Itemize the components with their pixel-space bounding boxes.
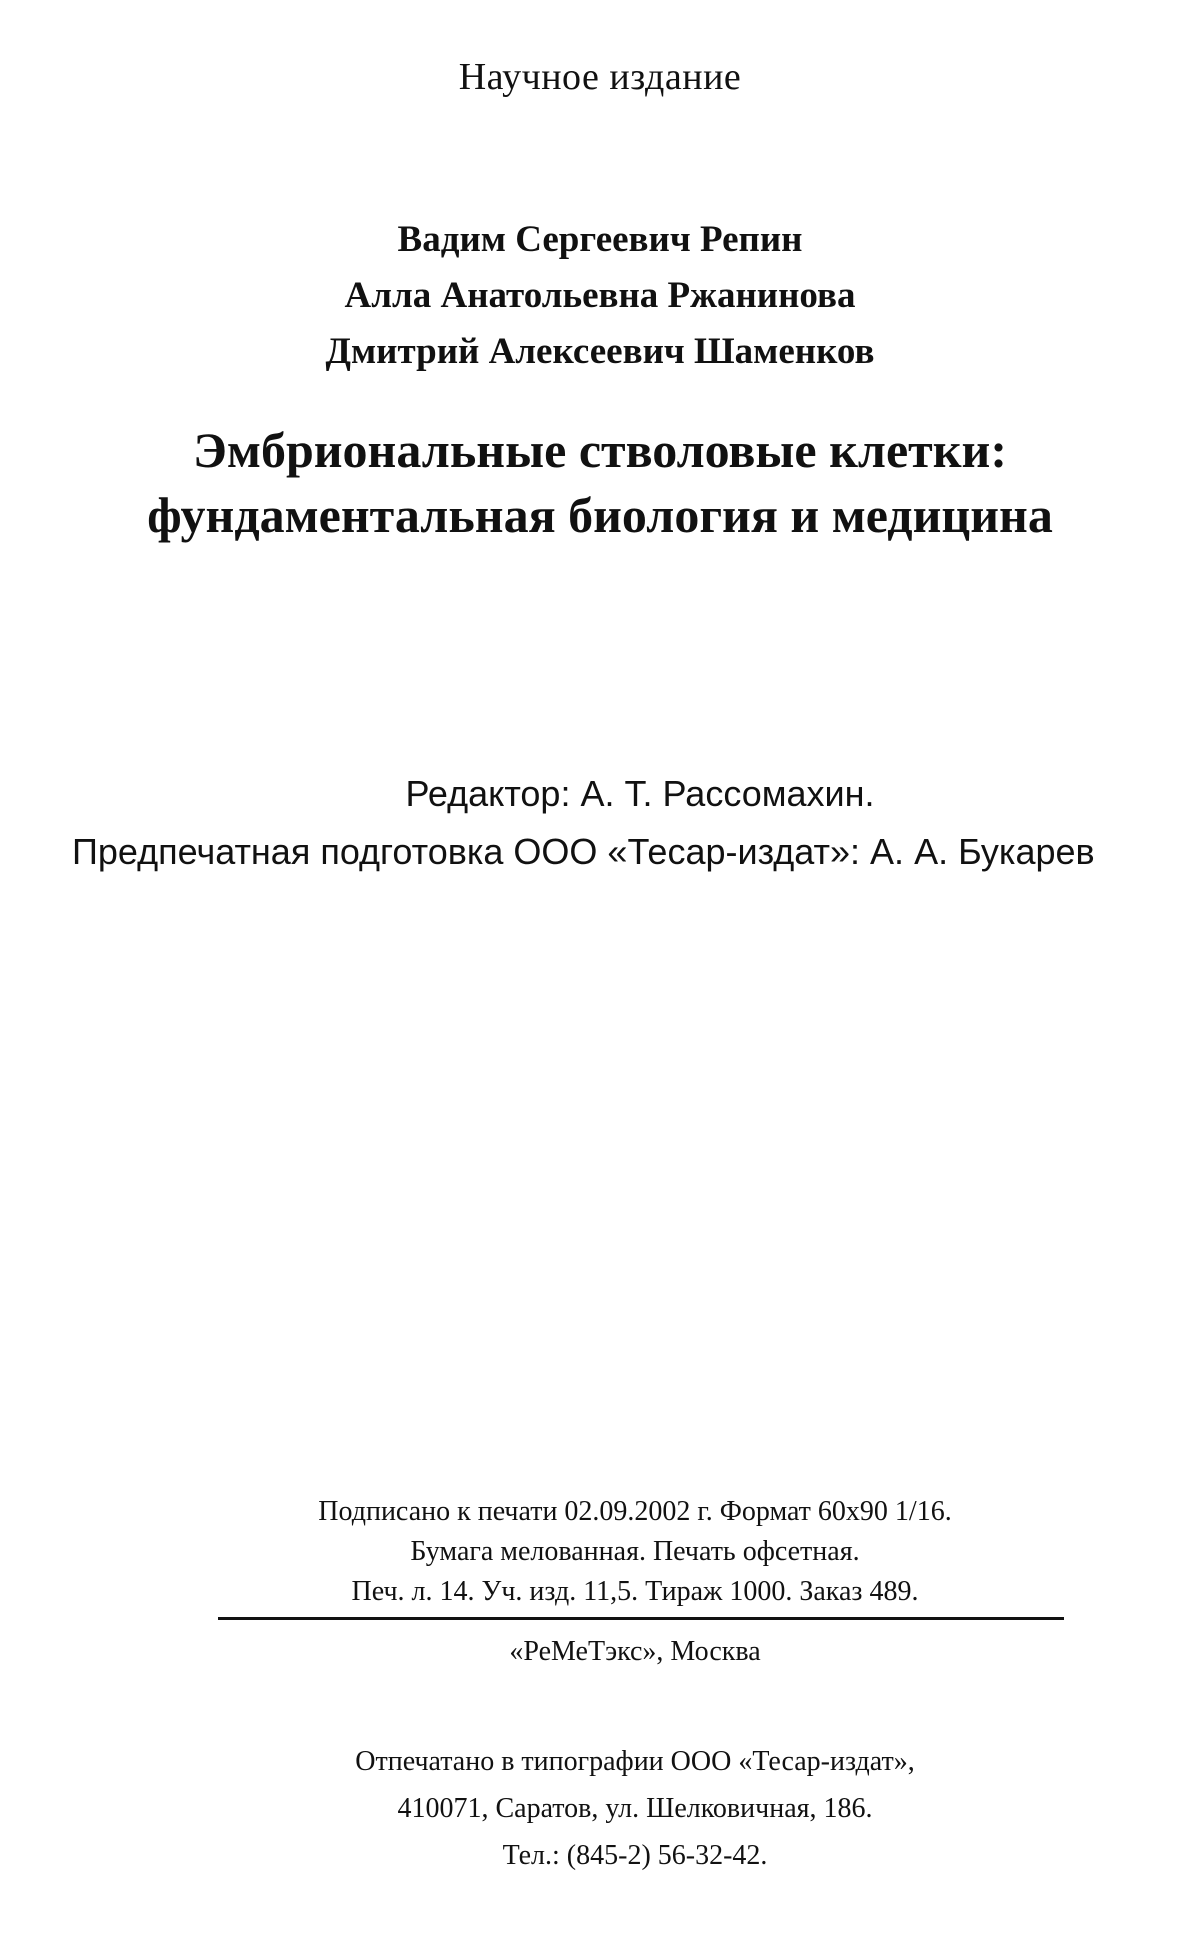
author-name: Вадим Сергеевич Репин — [397, 219, 803, 260]
printer-details-line: Тел.: (845-2) 56-32-42. — [502, 1840, 768, 1871]
printing-details-line: Подписано к печати 02.09.2002 г. Формат 60x90 1/16. — [318, 1496, 952, 1527]
printing-details — [210, 1492, 1060, 1612]
editor-credit: Редактор: А. Т. Рассомахин. — [405, 773, 875, 814]
publisher-name: «РеМеТэкс», Москва — [509, 1636, 761, 1667]
author-name: Дмитрий Алексеевич Шаменков — [325, 331, 875, 372]
divider-rule — [218, 1617, 1064, 1620]
printer-details-line: Отпечатано в типографии ООО «Тесар-издат», — [355, 1746, 915, 1777]
printing-details-line: Печ. л. 14. Уч. изд. 11,5. Тираж 1000. Заказ 489. — [351, 1576, 919, 1607]
author-name: Алла Анатольевна Ржанинова — [344, 275, 856, 316]
printer-details — [210, 1738, 1060, 1879]
credits-block — [0, 765, 1200, 872]
prepress-credit: Предпечатная подготовка ООО «Тесар-издат»: А. А. Букарев — [72, 831, 1095, 872]
publication-genre: Научное издание — [458, 56, 742, 98]
book-title-line: фундаментальная биология и медицина — [147, 487, 1053, 543]
printer-details-line: 410071, Саратов, ул. Шелковичная, 186. — [397, 1793, 873, 1824]
book-title — [0, 418, 1200, 548]
book-title-line: Эмбриональные стволовые клетки: — [192, 422, 1008, 478]
printing-details-line: Бумага мелованная. Печать офсетная. — [410, 1536, 860, 1567]
authors-block — [0, 212, 1200, 380]
